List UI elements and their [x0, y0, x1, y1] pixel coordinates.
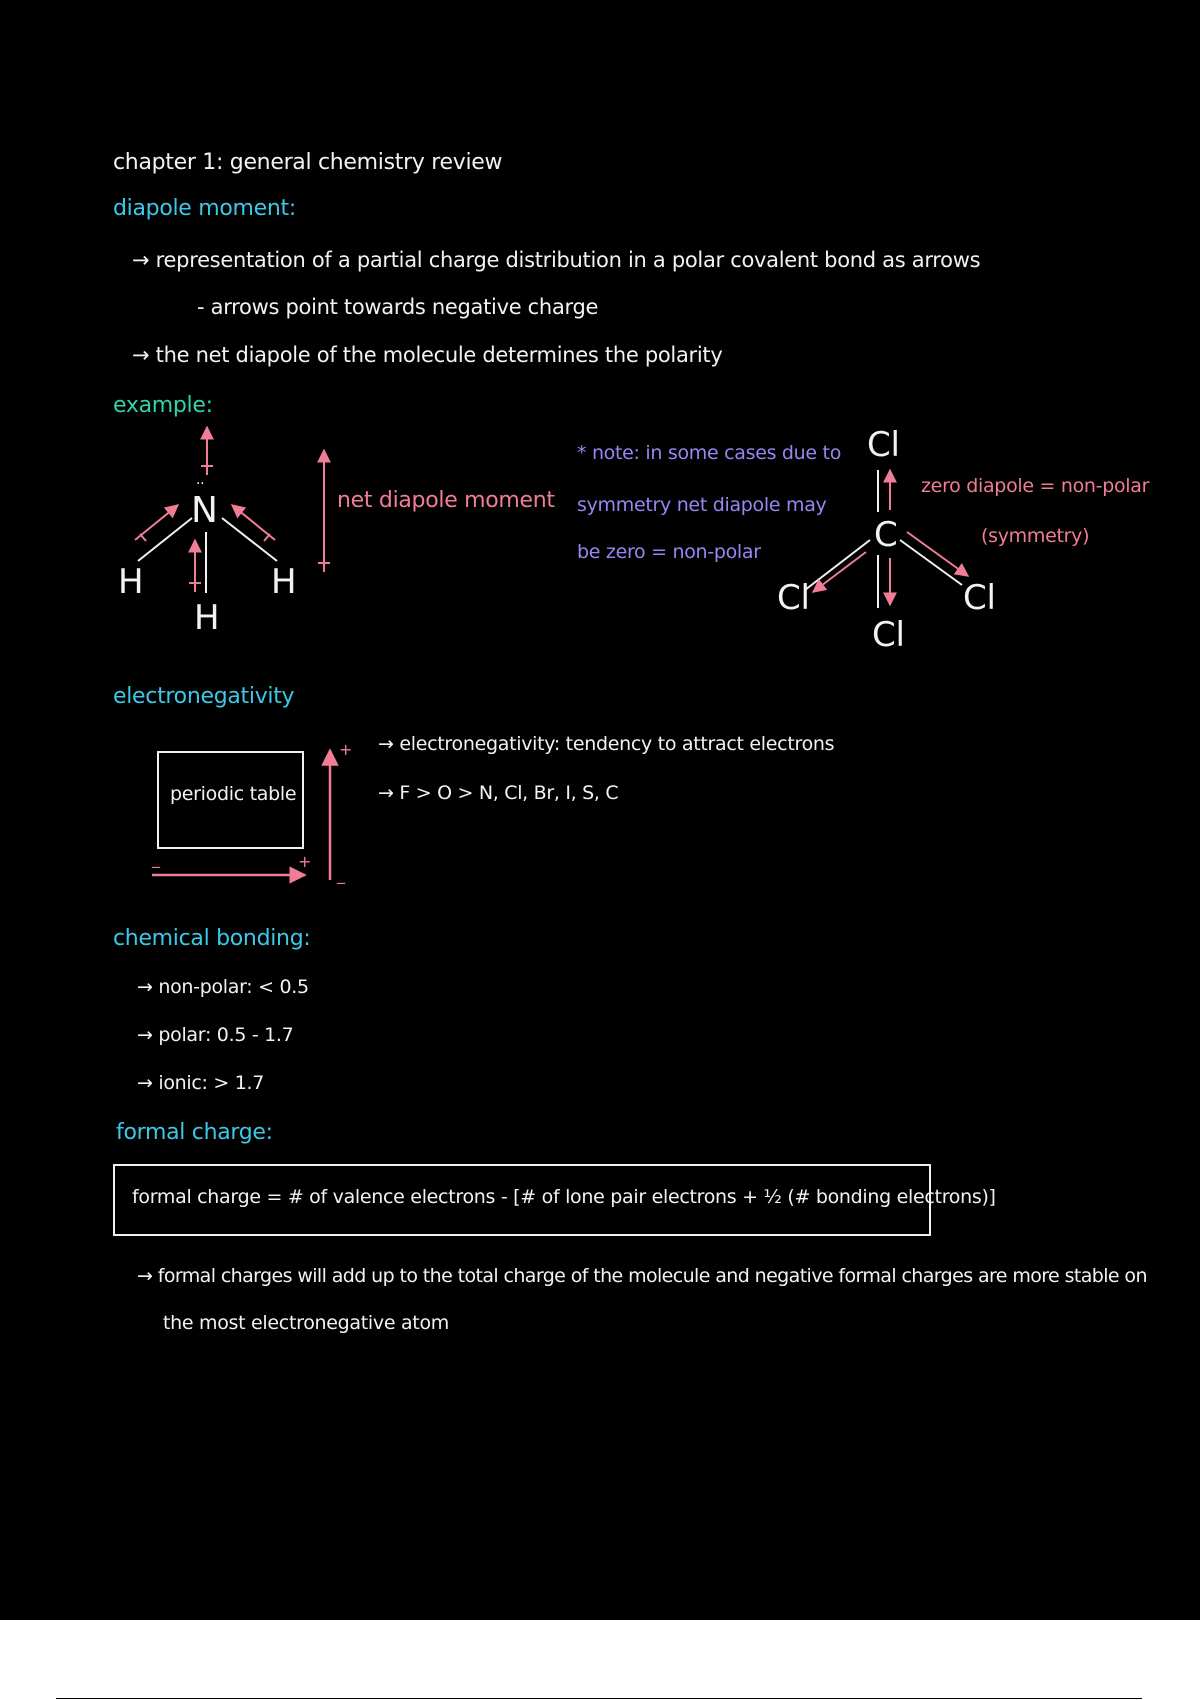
net-dipole-label: net diapole moment [337, 488, 555, 513]
bonding-heading: chemical bonding: [113, 926, 311, 951]
ccl4-chlorine-top: Cl [867, 425, 900, 465]
ammonia-bond-right [222, 518, 277, 561]
example-heading: example: [113, 393, 213, 418]
electronegativity-line-1: → electronegativity: tendency to attract electrons [378, 733, 835, 755]
note-line-2: symmetry net diapole may [577, 494, 827, 516]
note-line-3: be zero = non-polar [577, 541, 761, 563]
dipole-line-1: → representation of a partial charge distribution in a polar covalent bond as arrows [132, 248, 981, 272]
ccl4-dipole-right [907, 532, 968, 576]
note-line-1: * note: in some cases due to [577, 442, 842, 464]
bonding-line-2: → polar: 0.5 - 1.7 [137, 1024, 294, 1046]
formal-charge-formula: formal charge = # of valence electrons - [# of lone pair electrons + ½ (# bonding electrons)] [132, 1186, 996, 1208]
symmetry-label: (symmetry) [981, 525, 1090, 547]
en-minus-left: _ [152, 849, 160, 868]
ammonia-hydrogen-left: H [118, 562, 144, 602]
chapter-title: chapter 1: general chemistry review [113, 150, 503, 175]
en-plus-right: + [298, 852, 312, 871]
periodic-table-label: periodic table [170, 783, 297, 805]
dipole-line-2: - arrows point towards negative charge [197, 295, 599, 319]
ammonia-hydrogen-right: H [271, 562, 297, 602]
ammonia-dipole-left-cross [140, 534, 146, 541]
en-minus-bottom: _ [337, 865, 345, 884]
dipole-heading: diapole moment: [113, 196, 296, 221]
ammonia-bond-left [138, 518, 192, 561]
ccl4-bond-left [805, 540, 870, 590]
ccl4-chlorine-left: Cl [777, 578, 810, 618]
bonding-line-1: → non-polar: < 0.5 [137, 976, 309, 998]
formal-charge-line-2: the most electronegative atom [163, 1312, 449, 1334]
formal-charge-heading: formal charge: [116, 1120, 273, 1145]
electronegativity-heading: electronegativity [113, 684, 295, 709]
ccl4-dipole-left [813, 552, 866, 592]
ammonia-nitrogen: N [191, 490, 218, 531]
formal-charge-line-1: → formal charges will add up to the total charge of the molecule and negative formal charges are more stable on [137, 1265, 1147, 1287]
dipole-line-3: → the net diapole of the molecule determines the polarity [132, 343, 723, 367]
bonding-line-3: → ionic: > 1.7 [137, 1072, 265, 1094]
ammonia-hydrogen-bottom: H [194, 598, 220, 638]
electronegativity-line-2: → F > O > N, Cl, Br, I, S, C [378, 782, 619, 804]
periodic-table-box [158, 752, 303, 848]
formal-charge-box [114, 1165, 930, 1235]
en-plus-top: + [339, 740, 353, 759]
zero-dipole-label: zero diapole = non-polar [921, 475, 1150, 497]
ammonia-dipole-right-cross [264, 534, 270, 541]
ccl4-bond-right [900, 540, 962, 585]
ccl4-carbon: C [874, 515, 898, 555]
footer-rule [56, 1698, 1142, 1699]
ammonia-lone-pair: .. [196, 472, 205, 488]
ccl4-chlorine-right: Cl [963, 578, 996, 618]
ccl4-chlorine-bottom: Cl [872, 615, 905, 655]
